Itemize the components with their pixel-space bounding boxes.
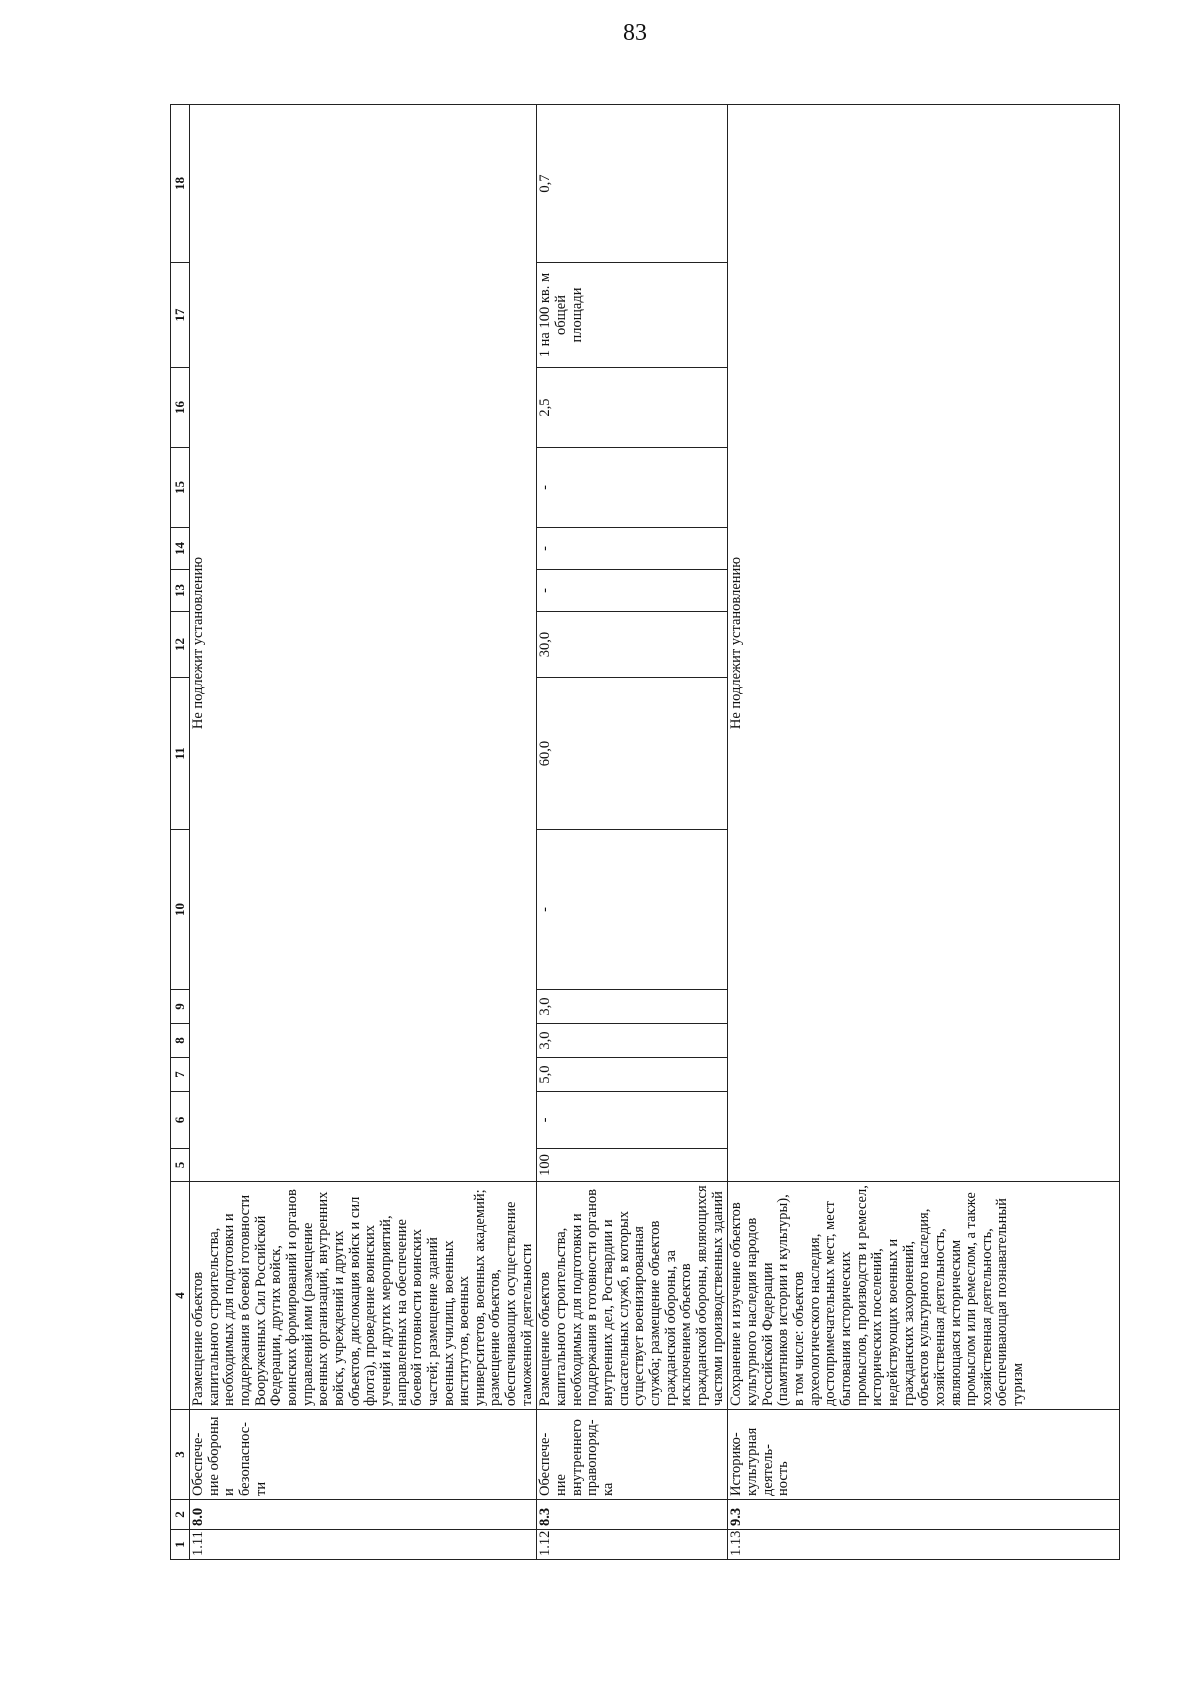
table-cell-col16: 2,5 <box>537 368 728 448</box>
header-cell: 14 <box>171 528 190 570</box>
table-row <box>190 105 537 1560</box>
header-cell: 6 <box>171 1092 190 1149</box>
use-type-name: Обеспече-ние обороны и безопаснос-ти <box>190 1410 537 1500</box>
header-cell: 5 <box>171 1149 190 1182</box>
table-cell-col7: 5,0 <box>537 1058 728 1092</box>
row-code: 9.3 <box>728 1500 1120 1530</box>
table-cell-col12: 30,0 <box>537 612 728 678</box>
not-applicable-note: Не подлежит установлению <box>190 105 537 1182</box>
header-cell: 17 <box>171 263 190 368</box>
not-applicable-note: Не подлежит установлению <box>728 105 1120 1182</box>
use-type-description: Размещение объектов капитального строительства, необходимых для подготовки и поддержания в готовности органов внутренних дел, Росгвардии и спасательных служб, в которых существует военизированная служба; размещение объектов гражданской обороны, за исключением объектов гражданской обороны, являющихся частями производственных зданий <box>537 1182 728 1410</box>
table-cell-col5: 100 <box>537 1149 728 1182</box>
header-cell: 3 <box>171 1410 190 1500</box>
header-cell: 13 <box>171 570 190 612</box>
use-type-name: Историко-культурная деятель-ность <box>728 1410 1120 1500</box>
table-cell-col14: - <box>537 528 728 570</box>
row-code: 8.0 <box>190 1500 537 1530</box>
row-code: 8.3 <box>537 1500 728 1530</box>
header-cell: 11 <box>171 678 190 830</box>
use-type-name: Обеспече-ние внутреннего правопоряд-ка <box>537 1410 728 1500</box>
header-cell: 4 <box>171 1182 190 1410</box>
use-type-description: Сохранение и изучение объектов культурного наследия народов Российской Федерации (памятников истории и культуры), в том числе: объектов археологического наследия, достопримечательных мест, мест бытования исторических промыслов, производств и ремесел, исторических поселений, недействующих военных и гражданских захоронений, объектов культурного наследия, хозяйственная деятельность, являющаяся историческим промыслом или ремеслом, а также хозяйственная деятельность, обеспечивающая познавательный туризм <box>728 1182 1120 1410</box>
header-cell: 18 <box>171 105 190 263</box>
page-number: 83 <box>623 20 647 46</box>
table-cell-col18: 0,7 <box>537 105 728 263</box>
table-cell-col8: 3,0 <box>537 1024 728 1058</box>
header-cell: 1 <box>171 1530 190 1560</box>
rotated-table-container <box>170 105 1120 1560</box>
header-cell: 12 <box>171 612 190 678</box>
table-cell-col17: 1 на 100 кв. м общей площади <box>537 263 728 368</box>
header-cell: 9 <box>171 990 190 1024</box>
table-cell-col11: 60,0 <box>537 678 728 830</box>
table-cell-col13: - <box>537 570 728 612</box>
use-type-description: Размещение объектов капитального строительства, необходимых для подготовки и поддержания в боевой готовности Вооруженных Сил Российской Федерации, других войск, воинских формирований и органов управлений ими (размещение военных организаций, внутренних войск, учреждений и других объектов, дислокация войск и сил флота), проведение воинских учений и других мероприятий, направленных на обеспечение боевой готовности воинских частей; размещение зданий военных училищ, военных институтов, военных университетов, военных академий; размещение объектов, обеспечивающих осуществление таможенной деятельности <box>190 1182 537 1410</box>
header-cell: 16 <box>171 368 190 448</box>
header-cell: 7 <box>171 1058 190 1092</box>
row-number: 1.11 <box>190 1530 537 1560</box>
row-number: 1.12 <box>537 1530 728 1560</box>
table-row <box>728 105 1120 1560</box>
table-row <box>537 105 728 1560</box>
header-cell: 2 <box>171 1500 190 1530</box>
header-cell: 8 <box>171 1024 190 1058</box>
table-cell-col15: - <box>537 448 728 528</box>
table-cell-col6: - <box>537 1092 728 1149</box>
row-number: 1.13 <box>728 1530 1120 1560</box>
header-cell: 15 <box>171 448 190 528</box>
land-use-regulations-table <box>170 104 1120 1560</box>
table-cell-col10: - <box>537 830 728 990</box>
header-cell: 10 <box>171 830 190 990</box>
header-row <box>171 105 190 1560</box>
table-cell-col9: 3,0 <box>537 990 728 1024</box>
